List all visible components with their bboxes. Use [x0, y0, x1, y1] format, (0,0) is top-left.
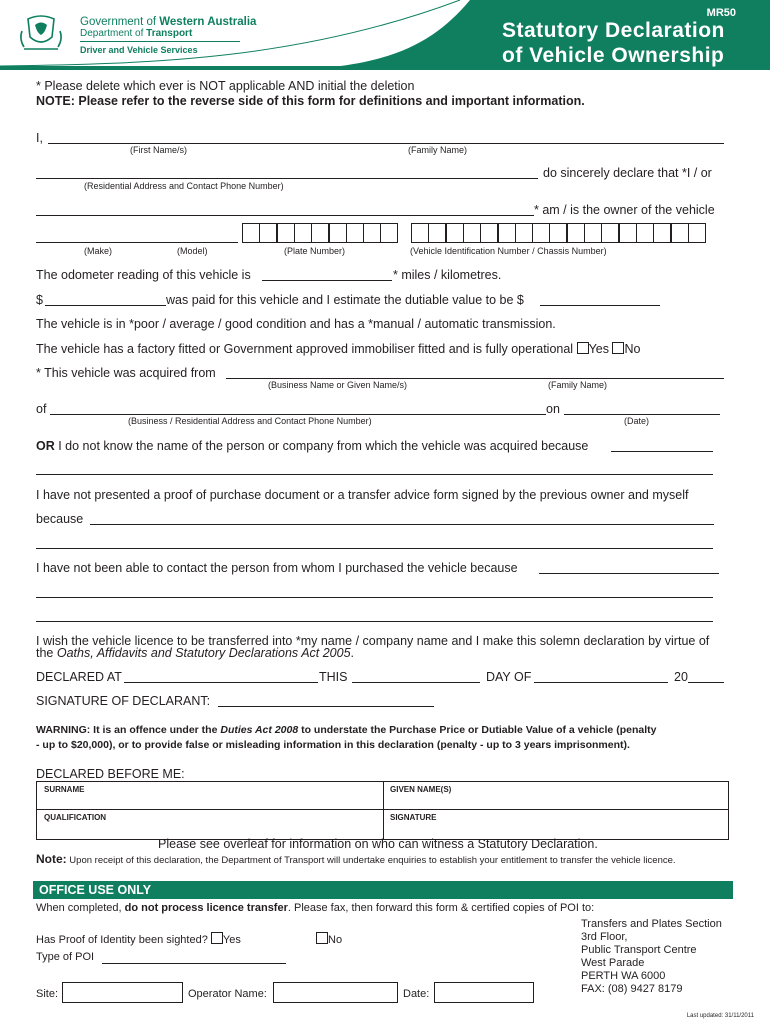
poi-type-label: Type of POI: [36, 951, 95, 963]
first-name-caption: (First Name/s): [130, 145, 187, 155]
plate-caption: (Plate Number): [284, 246, 346, 256]
plate-char-box[interactable]: [363, 223, 381, 243]
dutiable-value-field[interactable]: [540, 293, 660, 306]
date-caption: (Date): [624, 416, 650, 426]
poi-no-checkbox[interactable]: [316, 932, 328, 944]
year-prefix: 20: [674, 670, 688, 684]
day-field[interactable]: [352, 670, 480, 683]
on-label: on: [546, 402, 560, 416]
this-label: THIS: [319, 670, 348, 684]
no-label: No: [624, 342, 641, 356]
given-names-label: GIVEN NAME(S): [390, 785, 452, 794]
department-name: Department of Transport: [80, 28, 193, 39]
act-name: Oaths, Affidavits and Statutory Declarations Act 2005: [56, 646, 351, 660]
vin-char-box[interactable]: [619, 223, 637, 243]
no-proof-text: I have not presented a proof of purchase document or a transfer advice form signed by the previous owner and myself: [36, 488, 689, 502]
vin-char-box[interactable]: [480, 223, 498, 243]
poi-type-field[interactable]: [102, 951, 286, 964]
i-label: I,: [36, 131, 43, 145]
vin-char-box[interactable]: [515, 223, 533, 243]
month-field[interactable]: [534, 670, 668, 683]
model-caption: (Model): [177, 246, 208, 256]
immobiliser-row: [36, 342, 640, 356]
of-label: of: [36, 402, 47, 416]
site-label: Site:: [36, 988, 59, 1000]
header-divider: [80, 41, 240, 42]
paid-text: was paid for this vehicle and I estimate the dutiable value to be $: [166, 293, 524, 307]
family-name-caption: (Family Name): [408, 145, 468, 155]
vin-char-box[interactable]: [688, 223, 706, 243]
transfer-text-line2: the Oaths, Affidavits and Statutory Declarations Act 2005.: [36, 646, 355, 660]
form-title-line2: of Vehicle Ownership: [502, 44, 725, 67]
poi-yes-label: Yes: [222, 934, 241, 946]
plate-char-box[interactable]: [259, 223, 277, 243]
acquired-from-field[interactable]: [226, 366, 724, 379]
plate-char-box[interactable]: [380, 223, 398, 243]
make-caption: (Make): [84, 246, 113, 256]
immobiliser-text: The vehicle has a factory fitted or Government approved immobiliser fitted and is fully operational: [36, 342, 574, 356]
no-proof-reason-field[interactable]: [90, 512, 714, 525]
note-reverse-side: NOTE: Please refer to the reverse side of this form for definitions and important information.: [36, 94, 585, 108]
office-completed-text: When completed, do not process licence transfer. Please fax, then forward this form & certified copies of POI to:: [36, 902, 595, 914]
office-date-label: Date:: [403, 988, 430, 1000]
witness-signature-label: SIGNATURE: [390, 813, 437, 822]
overleaf-note: Please see overleaf for information on who can witness a Statutory Declaration.: [158, 837, 598, 851]
declare-text: do sincerely declare that *I / or: [543, 166, 712, 180]
plate-char-box[interactable]: [294, 223, 312, 243]
make-model-field[interactable]: [36, 230, 238, 243]
division-name: Driver and Vehicle Services: [80, 45, 198, 55]
surname-label: SURNAME: [44, 785, 85, 794]
vin-char-box[interactable]: [498, 223, 516, 243]
unknown-reason-field[interactable]: [611, 439, 713, 452]
acquired-date-field[interactable]: [564, 402, 720, 415]
qualification-label: QUALIFICATION: [44, 813, 107, 822]
receipt-note: Note: Upon receipt of this declaration, the Department of Transport will undertake enquiries to establish your entitlement to transfer the vehicle licence.: [36, 852, 676, 866]
day-of-label: DAY OF: [486, 670, 532, 684]
no-contact-text: I have not been able to contact the person from whom I purchased the vehicle because: [36, 561, 518, 575]
declarant-name-field[interactable]: [48, 131, 724, 144]
vin-char-box[interactable]: [636, 223, 654, 243]
vin-caption: (Vehicle Identification Number / Chassis Number): [410, 246, 607, 256]
vin-char-box[interactable]: [567, 223, 585, 243]
wa-coat-of-arms-icon: [18, 13, 64, 53]
unknown-seller-text: I do not know the name of the person or company from which the vehicle was acquired because: [54, 439, 589, 453]
vin-char-box[interactable]: [411, 223, 429, 243]
declared-at-label: DECLARED AT: [36, 670, 122, 684]
warning-line1: WARNING: It is an offence under the Duties Act 2008 to understate the Purchase Price or Dutiable Value of a vehicle (penalty: [36, 724, 657, 736]
immobiliser-yes-checkbox[interactable]: [577, 342, 589, 354]
postal-address-line: Transfers and Plates Section: [581, 918, 722, 930]
last-updated: Last updated: 31/11/2011: [686, 1013, 754, 1019]
poi-yes-checkbox[interactable]: [211, 932, 223, 944]
residential-address-field[interactable]: [36, 166, 538, 179]
vin-char-box[interactable]: [428, 223, 446, 243]
condition-text: The vehicle is in *poor / average / good condition and has a *manual / automatic transmission.: [36, 317, 556, 331]
plate-char-box[interactable]: [277, 223, 295, 243]
postal-address-line: 3rd Floor,: [581, 931, 628, 943]
no-contact-reason-field[interactable]: [539, 561, 719, 574]
operator-name-label: Operator Name:: [188, 988, 267, 1000]
signature-declarant-label: SIGNATURE OF DECLARANT:: [36, 694, 211, 708]
postal-address-line: PERTH WA 6000: [581, 970, 666, 982]
unknown-reason-line2[interactable]: [36, 462, 713, 475]
poi-sighted-label: Has Proof of Identity been sighted?: [36, 934, 208, 946]
plate-char-box[interactable]: [311, 223, 329, 243]
delete-instruction: * Please delete which ever is NOT applicable AND initial the deletion: [36, 79, 415, 93]
address-caption: (Residential Address and Contact Phone Number): [84, 181, 284, 191]
witness-table-col-divider: [383, 781, 384, 840]
vin-char-box[interactable]: [463, 223, 481, 243]
warning-line2: - up to $20,000), or to provide false or misleading information in this declaration (penalty - up to 3 years imprisonment).: [36, 739, 630, 751]
vin-char-box[interactable]: [532, 223, 550, 243]
owner-text: * am / is the owner of the vehicle: [534, 203, 715, 217]
or-label: OR: [36, 439, 55, 453]
poi-no-label: No: [328, 934, 343, 946]
declared-before-me: DECLARED BEFORE ME:: [36, 767, 185, 781]
seller-address-field[interactable]: [50, 402, 546, 415]
postal-address: [581, 918, 722, 996]
government-name: Government of Western Australia: [80, 16, 257, 28]
form-title-line1: Statutory Declaration: [502, 19, 725, 42]
odometer-prefix: The odometer reading of this vehicle is: [36, 268, 251, 282]
no-contact-reason-line3[interactable]: [36, 609, 713, 622]
no-contact-reason-line2[interactable]: [36, 585, 713, 598]
operator-name-field[interactable]: [273, 982, 398, 1003]
plate-char-box[interactable]: [242, 223, 260, 243]
business-name-caption: (Business Name or Given Name/s): [268, 380, 408, 390]
vin-char-box[interactable]: [549, 223, 567, 243]
acquired-from-label: * This vehicle was acquired from: [36, 366, 216, 380]
declared-at-field[interactable]: [124, 670, 318, 683]
form-code: MR50: [706, 7, 736, 19]
vin-char-box[interactable]: [671, 223, 689, 243]
office-date-field[interactable]: [434, 982, 534, 1003]
vin-char-box[interactable]: [653, 223, 671, 243]
seller-address-caption: (Business / Residential Address and Contact Phone Number): [128, 416, 372, 426]
because-label: because: [36, 512, 84, 526]
postal-address-line: FAX: (08) 9427 8179: [581, 983, 683, 995]
purchase-price-field[interactable]: [45, 293, 166, 306]
vin-char-box[interactable]: [446, 223, 464, 243]
vin-char-box[interactable]: [584, 223, 602, 243]
unknown-seller-row: [36, 439, 588, 453]
owner-field[interactable]: [36, 203, 534, 216]
dollar-sign: $: [36, 293, 43, 307]
declarant-signature-field[interactable]: [218, 694, 434, 707]
seller-family-caption: (Family Name): [548, 380, 608, 390]
plate-char-box[interactable]: [346, 223, 364, 243]
plate-char-box[interactable]: [329, 223, 347, 243]
transfer-text-line1: I wish the vehicle licence to be transferred into *my name / company name and I make this solemn declaration by virtue of: [36, 634, 710, 648]
vin-char-box[interactable]: [601, 223, 619, 243]
site-field[interactable]: [62, 982, 183, 1003]
poi-sighted-row: [36, 932, 241, 946]
postal-address-line: Public Transport Centre: [581, 944, 697, 956]
office-use-heading: OFFICE USE ONLY: [33, 881, 733, 899]
poi-no-option: [316, 932, 342, 946]
yes-label: Yes: [588, 342, 609, 356]
immobiliser-no-checkbox[interactable]: [612, 342, 624, 354]
odometer-suffix: * miles / kilometres.: [393, 268, 502, 282]
no-proof-reason-line2[interactable]: [36, 536, 713, 549]
postal-address-line: West Parade: [581, 957, 645, 969]
year-field[interactable]: [688, 670, 724, 683]
odometer-field[interactable]: [262, 268, 392, 281]
